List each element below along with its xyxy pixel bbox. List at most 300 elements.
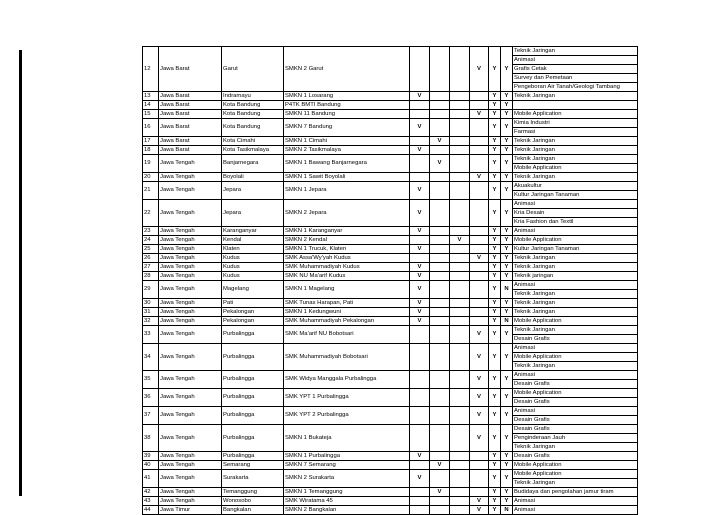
province-cell: Jawa Tengah [159,470,222,488]
mark-cell: V [410,245,430,254]
city-cell: Kota Bandung [222,110,284,119]
mark-cell: Y [489,371,501,389]
program-cell [513,47,638,92]
mark-cell: Y [501,497,513,506]
school-name-cell: SMK Widya Manggala Purbalingga [284,371,410,389]
table-row [143,371,638,389]
program-line: Animasi [513,55,637,64]
city-cell: Purbalingga [222,344,284,371]
province-cell: Jawa Tengah [159,299,222,308]
program-line: Teknik Jaringan [514,309,555,315]
mark-cell: Y [501,146,513,155]
mark-cell [430,308,450,317]
mark-cell: Y [501,308,513,317]
mark-cell: Y [501,110,513,119]
mark-cell: Y [501,452,513,461]
mark-cell: V [410,317,430,326]
city-cell: Boyolali [222,173,284,182]
city-cell: Purbalingga [222,452,284,461]
province-cell: Jawa Tengah [159,182,222,200]
mark-cell: Y [489,155,501,173]
province-cell: Jawa Barat [159,119,222,137]
table-row [143,272,638,281]
row-number-cell: 43 [143,497,159,506]
school-name-cell: SMKN 1 Karanganyar [284,227,410,236]
province-cell: Jawa Tengah [159,245,222,254]
mark-cell [430,371,450,389]
mark-cell [470,470,489,488]
program-line [513,101,637,109]
school-name-cell: SMKN 11 Bandung [284,110,410,119]
mark-cell: V [470,47,489,92]
mark-cell [430,425,450,452]
program-cell [513,344,638,371]
mark-cell: Y [489,488,501,497]
city-cell: Pekalongan [222,317,284,326]
province-cell: Jawa Barat [159,137,222,146]
city-cell: Kudus [222,272,284,281]
mark-cell [430,47,450,92]
mark-cell [430,299,450,308]
mark-cell [450,146,470,155]
mark-cell [450,461,470,470]
mark-cell: Y [501,371,513,389]
program-line: Penginderaan Jauh [513,433,637,442]
mark-cell: Y [489,452,501,461]
mark-cell [470,317,489,326]
mark-cell: Y [501,461,513,470]
city-cell: Magelang [222,281,284,299]
school-name-cell: SMKN 1 Bukateja [284,425,410,452]
table-row [143,407,638,425]
mark-cell: V [470,344,489,371]
school-name-cell: P4TK BMTI Bandung [284,101,410,110]
mark-cell: Y [501,344,513,371]
program-line: Survey dan Pemetaan [513,73,637,82]
program-line: Teknik Jaringan [514,138,555,144]
school-name-cell: SMK Muhammadiyah Bobotsari [284,344,410,371]
program-line: Mobile Application [514,318,562,324]
table-row [143,326,638,344]
mark-cell [450,470,470,488]
city-cell: Pekalongan [222,308,284,317]
province-cell: Jawa Tengah [159,326,222,344]
mark-cell [450,326,470,344]
mark-cell: V [470,371,489,389]
mark-cell: Y [489,470,501,488]
school-name-cell: SMK Tunas Harapan, Pati [284,299,410,308]
row-number-cell: 31 [143,308,159,317]
mark-cell [430,200,450,227]
table-row [143,317,638,326]
mark-cell [450,497,470,506]
mark-cell [450,263,470,272]
mark-cell [450,245,470,254]
table-row [143,299,638,308]
program-line: Grafis Cetak [513,64,637,73]
mark-cell: Y [501,92,513,101]
program-cell [513,254,638,263]
row-number-cell: 18 [143,146,159,155]
province-cell: Jawa Barat [159,146,222,155]
province-cell: Jawa Tengah [159,497,222,506]
mark-cell: Y [501,182,513,200]
province-cell: Jawa Timur [159,506,222,515]
mark-cell [450,227,470,236]
province-cell: Jawa Tengah [159,308,222,317]
mark-cell: Y [501,389,513,407]
mark-cell: Y [489,389,501,407]
province-cell: Jawa Tengah [159,236,222,245]
school-name-cell: SMKN 7 Semarang [284,461,410,470]
program-cell [513,461,638,470]
program-line: Desain Grafis [513,379,637,388]
mark-cell [430,254,450,263]
mark-cell: Y [489,92,501,101]
program-line: Budidaya dan pengolahan jamur tiram [514,489,614,495]
mark-cell [470,227,489,236]
mark-cell: Y [501,200,513,227]
mark-cell [410,344,430,371]
province-cell: Jawa Tengah [159,461,222,470]
school-name-cell: SMK YPT 2 Purbalingga [284,407,410,425]
program-line: Animasi [514,228,535,234]
mark-cell [410,236,430,245]
row-number-cell: 25 [143,245,159,254]
mark-cell: Y [489,101,501,110]
mark-cell [470,461,489,470]
mark-cell [450,101,470,110]
mark-cell [450,92,470,101]
mark-cell [470,263,489,272]
mark-cell: V [470,497,489,506]
school-name-cell: SMKN 1 Temanggung [284,488,410,497]
mark-cell [410,407,430,425]
table-body [143,47,638,515]
program-line: Teknik Jaringan [513,442,637,451]
mark-cell [450,308,470,317]
city-cell: Kota Tasikmalaya [222,146,284,155]
mark-cell [430,236,450,245]
table-row [143,470,638,488]
row-number-cell: 41 [143,470,159,488]
city-cell: Banjarnegara [222,155,284,173]
province-cell: Jawa Tengah [159,317,222,326]
row-number-cell: 19 [143,155,159,173]
mark-cell [430,182,450,200]
program-line: Teknik Jaringan [513,478,637,487]
table-row [143,200,638,227]
row-number-cell: 44 [143,506,159,515]
city-cell: Purbalingga [222,425,284,452]
mark-cell: Y [489,326,501,344]
program-line: Teknik Jaringan [514,147,555,153]
mark-cell: V [410,263,430,272]
row-number-cell: 38 [143,425,159,452]
program-line: Animasi [514,201,535,207]
program-cell [513,317,638,326]
program-cell [513,236,638,245]
program-line: Animasi [514,372,535,378]
program-line: Desain Grafis [514,426,550,432]
province-cell: Jawa Tengah [159,272,222,281]
table-row [143,146,638,155]
mark-cell: Y [501,173,513,182]
left-margin-mark-top [19,50,22,86]
mark-cell [430,272,450,281]
mark-cell: V [410,452,430,461]
program-cell [513,155,638,173]
mark-cell [450,200,470,227]
program-line: Teknik Jaringan [514,156,555,162]
province-cell: Jawa Barat [159,101,222,110]
program-line: Teknik Jaringan [514,300,555,306]
program-line: Desain Grafis [514,453,550,459]
mark-cell [470,182,489,200]
mark-cell: Y [501,425,513,452]
province-cell: Jawa Barat [159,47,222,92]
mark-cell: Y [489,47,501,92]
mark-cell: N [501,317,513,326]
city-cell: Kota Bandung [222,101,284,110]
mark-cell [430,452,450,461]
mark-cell [410,506,430,515]
table-row [143,263,638,272]
row-number-cell: 13 [143,92,159,101]
province-cell: Jawa Barat [159,92,222,101]
mark-cell [430,227,450,236]
mark-cell: V [470,389,489,407]
mark-cell [410,254,430,263]
table-row [143,308,638,317]
table-row [143,110,638,119]
program-line: Desain Grafis [513,415,637,424]
city-cell: Jepara [222,200,284,227]
program-line: Mobile Application [514,237,562,243]
mark-cell [450,281,470,299]
row-number-cell: 36 [143,389,159,407]
mark-cell: V [410,299,430,308]
mark-cell: Y [489,119,501,137]
row-number-cell: 35 [143,371,159,389]
program-line: Teknik Jaringan [514,264,555,270]
mark-cell [450,425,470,452]
mark-cell [450,317,470,326]
mark-cell [430,326,450,344]
mark-cell [450,488,470,497]
mark-cell: Y [501,488,513,497]
table-row [143,119,638,137]
city-cell: Karanganyar [222,227,284,236]
school-name-cell: SMKN 2 Surakarta [284,470,410,488]
mark-cell: V [470,506,489,515]
mark-cell [410,110,430,119]
program-cell [513,299,638,308]
school-name-cell: SMK Assa'Wy'yah Kudus [284,254,410,263]
program-line: Teknik jaringan [514,273,554,279]
province-cell: Jawa Tengah [159,407,222,425]
city-cell: Klaten [222,245,284,254]
mark-cell [470,272,489,281]
mark-cell: Y [489,344,501,371]
mark-cell: V [470,407,489,425]
school-name-cell: SMKN 1 Trucuk, Klaten [284,245,410,254]
city-cell: Kudus [222,263,284,272]
row-number-cell: 21 [143,182,159,200]
mark-cell [430,389,450,407]
program-cell [513,272,638,281]
mark-cell [430,317,450,326]
program-cell [513,227,638,236]
program-line: Animasi [514,345,535,351]
program-cell [513,452,638,461]
program-cell [513,110,638,119]
program-line: Kria Fashion dan Textil [513,217,637,226]
mark-cell: V [410,470,430,488]
mark-cell: V [470,254,489,263]
mark-cell: Y [501,137,513,146]
city-cell: Jepara [222,182,284,200]
program-cell [513,425,638,452]
mark-cell [410,101,430,110]
row-number-cell: 28 [143,272,159,281]
table-row [143,461,638,470]
program-line: Animasi [514,498,535,504]
mark-cell [430,497,450,506]
mark-cell: V [430,461,450,470]
mark-cell: Y [501,119,513,137]
mark-cell: V [470,110,489,119]
mark-cell [470,488,489,497]
mark-cell [450,47,470,92]
program-line: Kultur Jaringan Tanaman [514,246,580,252]
school-name-cell: SMKN 1 Purbalingga [284,452,410,461]
mark-cell: Y [489,461,501,470]
city-cell: Garut [222,47,284,92]
school-name-cell: SMK Wiratama 45 [284,497,410,506]
program-cell [513,470,638,488]
program-line: Animasi [514,282,535,288]
school-name-cell: SMKN 1 Cimahi [284,137,410,146]
program-line: Mobile Application [513,163,637,172]
school-name-cell: SMKN 2 Tasikmalaya [284,146,410,155]
row-number-cell: 15 [143,110,159,119]
mark-cell [430,101,450,110]
province-cell: Jawa Tengah [159,254,222,263]
program-line: Mobile Application [513,352,637,361]
program-line: Teknik Jaringan [514,48,555,54]
mark-cell: V [470,425,489,452]
program-line: Animasi [514,408,535,414]
mark-cell [470,137,489,146]
mark-cell [410,497,430,506]
row-number-cell: 17 [143,137,159,146]
mark-cell [410,137,430,146]
mark-cell [410,461,430,470]
mark-cell: Y [489,146,501,155]
school-name-cell: SMKN 1 Jepara [284,182,410,200]
mark-cell: Y [489,506,501,515]
province-cell: Jawa Tengah [159,389,222,407]
row-number-cell: 27 [143,263,159,272]
mark-cell [450,407,470,425]
program-line: Teknik Jaringan [513,361,637,370]
program-cell [513,137,638,146]
mark-cell: V [410,146,430,155]
program-line: Teknik Jaringan [513,289,637,298]
school-name-cell: SMK Muhammadiyah Pekalongan [284,317,410,326]
program-cell [513,101,638,110]
mark-cell: V [410,227,430,236]
row-number-cell: 26 [143,254,159,263]
province-cell: Jawa Tengah [159,452,222,461]
school-name-cell: SMK NU Ma'arif Kudus [284,272,410,281]
school-name-cell: SMKN 2 Jepara [284,200,410,227]
mark-cell [430,119,450,137]
mark-cell [410,389,430,407]
mark-cell: Y [489,272,501,281]
mark-cell: V [430,488,450,497]
mark-cell [450,155,470,173]
mark-cell [450,299,470,308]
mark-cell: Y [489,173,501,182]
mark-cell [450,173,470,182]
mark-cell: Y [489,263,501,272]
province-cell: Jawa Tengah [159,263,222,272]
program-cell [513,182,638,200]
mark-cell: V [470,173,489,182]
mark-cell [410,425,430,452]
mark-cell: V [470,326,489,344]
program-line: Farmasi [513,127,637,136]
mark-cell [410,155,430,173]
mark-cell [470,236,489,245]
city-cell: Purbalingga [222,326,284,344]
row-number-cell: 34 [143,344,159,371]
mark-cell: V [430,137,450,146]
program-line: Kria Desain [513,208,637,217]
mark-cell: V [410,308,430,317]
city-cell: Semarang [222,461,284,470]
mark-cell [470,146,489,155]
mark-cell [450,119,470,137]
program-cell [513,200,638,227]
table-row [143,173,638,182]
table-row [143,227,638,236]
city-cell: Temanggung [222,488,284,497]
mark-cell [410,488,430,497]
city-cell: Surakarta [222,470,284,488]
left-margin-mark [19,86,22,496]
school-name-cell: SMKN 1 Bawang Banjarnegara [284,155,410,173]
table-row [143,389,638,407]
city-cell: Wonosobo [222,497,284,506]
school-name-cell: SMKN 2 Garut [284,47,410,92]
mark-cell [470,281,489,299]
row-number-cell: 39 [143,452,159,461]
mark-cell: Y [489,137,501,146]
mark-cell: Y [501,47,513,92]
mark-cell: Y [489,227,501,236]
mark-cell [450,182,470,200]
program-line: Teknik Jaringan [514,93,555,99]
row-number-cell: 32 [143,317,159,326]
school-name-cell: SMK Muhammadiyah Kudus [284,263,410,272]
mark-cell: Y [501,245,513,254]
program-line: Mobile Application [514,111,562,117]
table-row [143,47,638,92]
mark-cell: Y [489,200,501,227]
